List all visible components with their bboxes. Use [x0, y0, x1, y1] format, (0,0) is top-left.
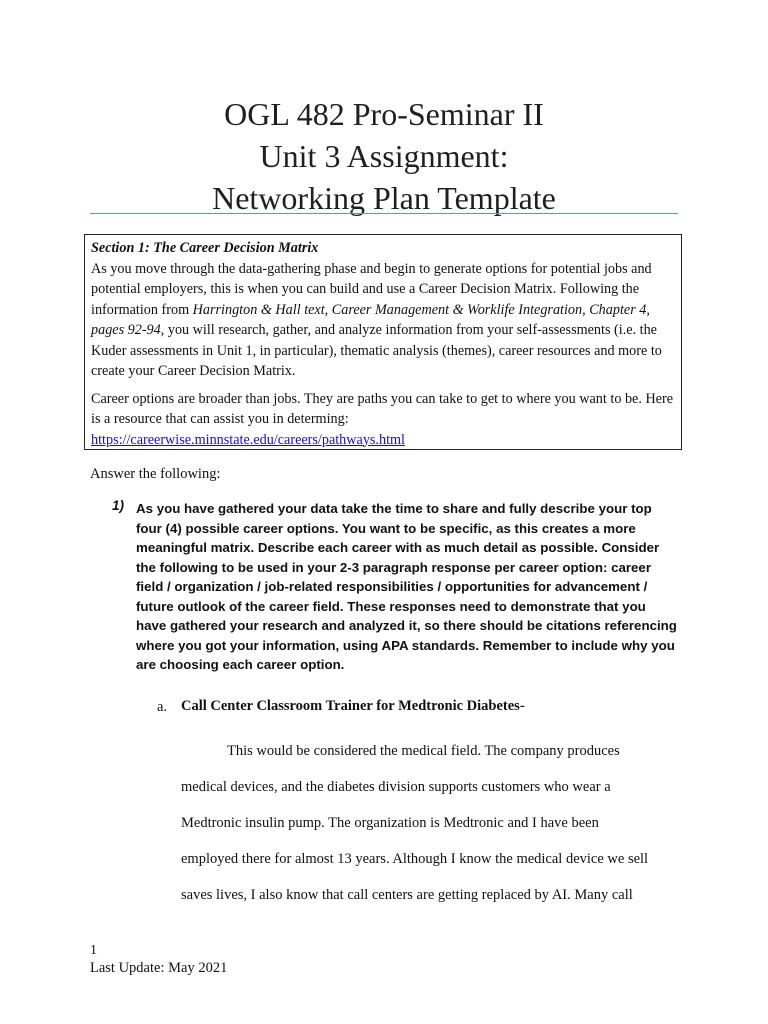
- section-1-box: [84, 234, 682, 450]
- section-1-heading: Section 1: The Career Decision Matrix: [91, 240, 319, 256]
- career-pathways-link[interactable]: https://careerwise.minnstate.edu/careers/pathways.html: [91, 431, 405, 448]
- section-1-paragraph-1-start: As you move through the data-gathering phase and begin to generate options for potential jobs and potential employers, this is when you can build and use a Career Decision Matrix. Following the information from: [91, 260, 652, 318]
- question-1-text: As you have gathered your data take the time to share and fully describe your top four (4) possible career options. You want to be specific, as this creates a more meaningful matrix. Describe each career with as much detail as possible. Consider the following to be used in your 2-3 paragraph response per career option: career field / organization / job-related responsibilities / opportunities for advancement / future outlook of the career field. These responses need to demonstrate that you have gathered your research and analyzed it, so there should be citations referencing where you got your information, using APA standards. Remember to include why you are choosing each career option.: [136, 501, 677, 672]
- section-1-paragraph-1-end: , you will research, gather, and analyze information from your self-assessments (i.e. the Kuder assessments in Unit 1, in particular), thematic analysis (themes), career resources and more to create your Career Decision Matrix.: [91, 322, 662, 379]
- title-line-1: OGL 482 Pro-Seminar II: [224, 96, 544, 132]
- footer-page-number: 1: [90, 943, 97, 958]
- footer-last-update: Last Update: May 2021: [90, 960, 228, 976]
- option-a-line: employed there for almost 13 years. Although I know the medical device we sell: [181, 851, 649, 867]
- option-a-line: medical devices, and the diabetes division supports customers who wear a: [181, 779, 611, 795]
- title-line-2: Unit 3 Assignment:: [259, 138, 509, 174]
- option-a-line: Medtronic insulin pump. The organization is Medtronic and I have been: [181, 815, 599, 831]
- option-a-line: This would be considered the medical field. The company produces: [227, 743, 620, 759]
- option-a-title: Call Center Classroom Trainer for Medtronic Diabetes-: [181, 698, 525, 714]
- section-1-citation: Harrington & Hall text, Career Management & Worklife Integration, Chapter 4, pages 92-94: [91, 301, 650, 338]
- option-a-body: [181, 733, 681, 913]
- section-1-paragraph-1: [91, 259, 675, 382]
- option-a-letter: a.: [157, 699, 168, 715]
- title-line-3: Networking Plan Template: [212, 180, 556, 216]
- title-divider: [90, 213, 678, 214]
- answer-instruction: Answer the following:: [90, 466, 221, 482]
- section-1-paragraph-2: [91, 389, 675, 451]
- page-title: [90, 93, 678, 219]
- section-1-paragraph-2-text: Career options are broader than jobs. They are paths you can take to get to where you want to be. Here is a resource that can assist you in determing:: [91, 390, 674, 427]
- question-1-number: 1): [112, 498, 125, 513]
- option-a-line: saves lives, I also know that call centers are getting replaced by AI. Many call: [181, 887, 633, 903]
